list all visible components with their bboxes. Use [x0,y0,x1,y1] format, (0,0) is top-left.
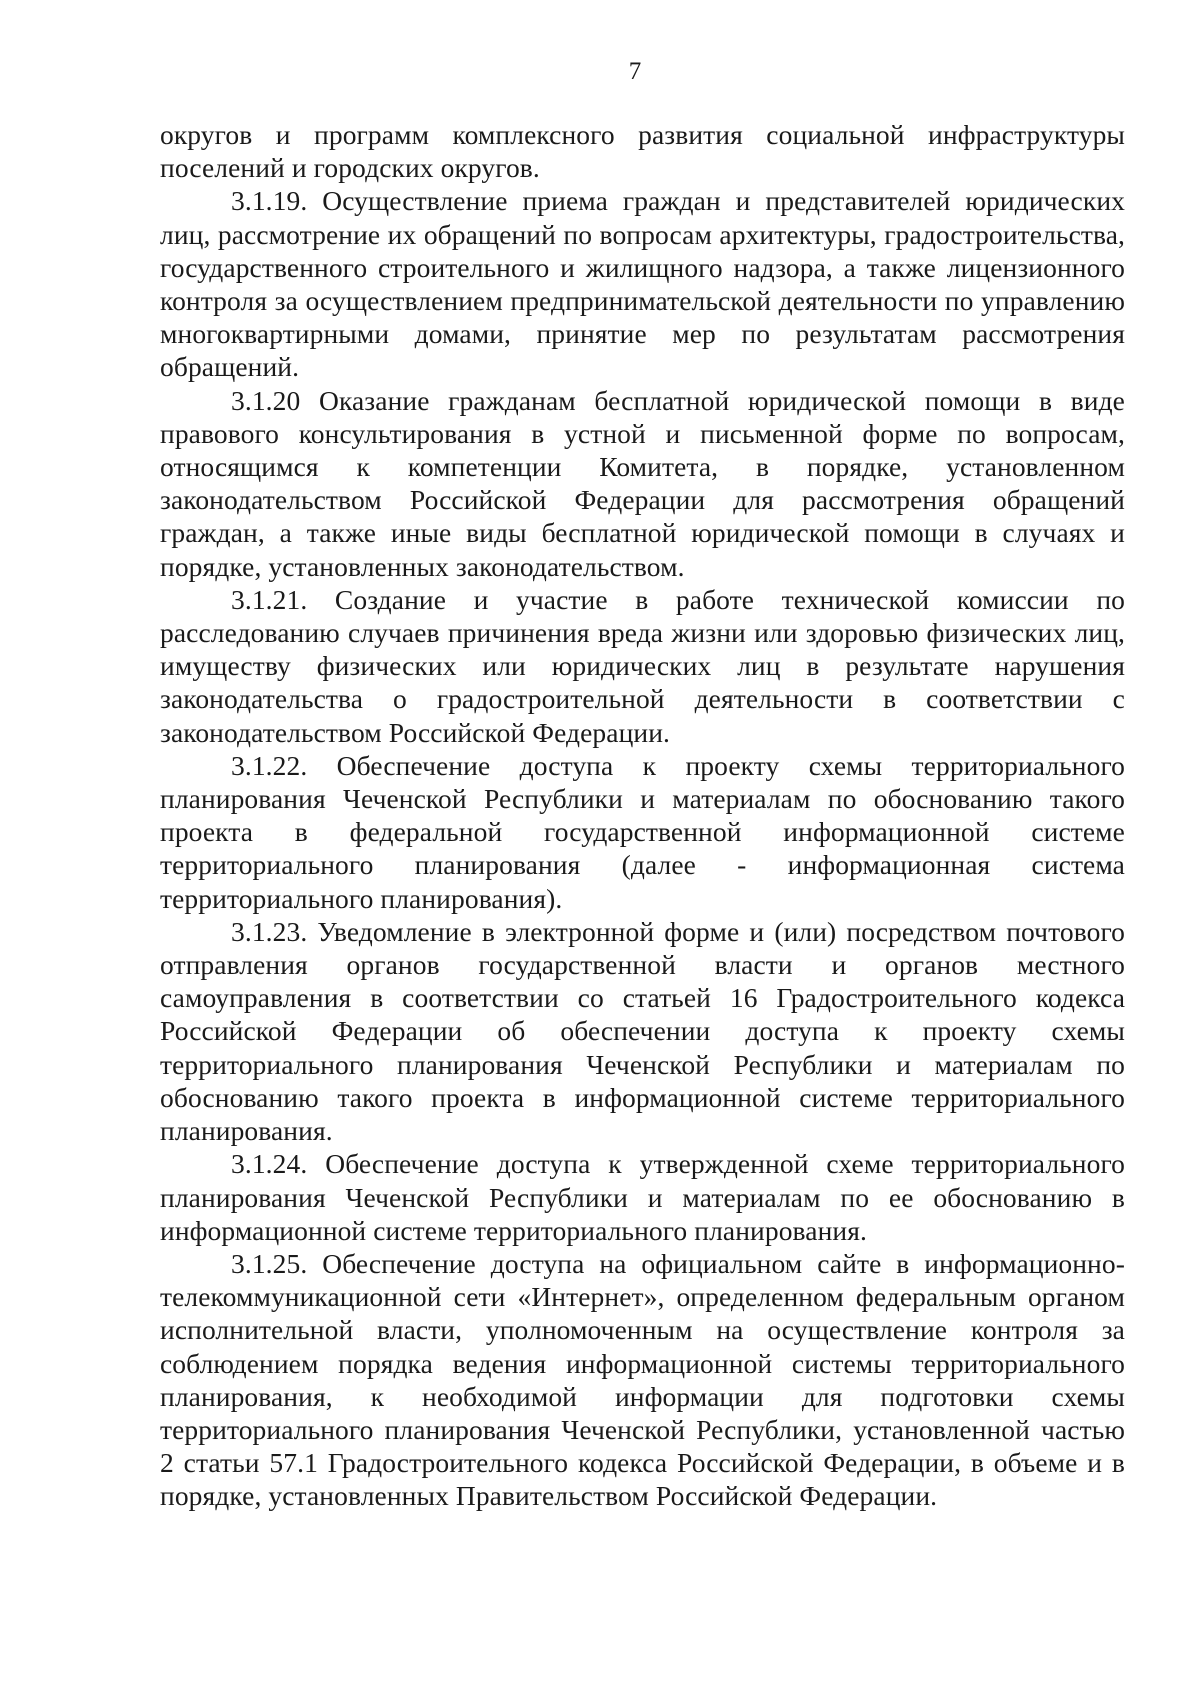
paragraph-continuation: округов и программ комплексного развития социальной инфраструктуры поселений и городских округов. [160,119,1125,184]
paragraph-3-1-20: 3.1.20 Оказание гражданам бесплатной юридической помощи в виде правового консультирования в устной и письменной форме по вопросам, относящимся к компетенции Комитета, в порядке, установленном законодательством Российской Федерации для рассмотрения обращений граждан, а также иные виды бесплатной юридической помощи в случаях и порядке, установленных законодательством. [160,384,1125,582]
paragraph-3-1-23: 3.1.23. Уведомление в электронной форме и (или) посредством почтового отправления органов государственной власти и органов местного самоуправления в соответствии со статьей 16 Градостроительного кодекса Российской Федерации об обеспечении доступа к проекту схемы территориального планирования Чеченской Республики и материалам по обоснованию такого проекта в информационной системе территориального планирования. [160,915,1125,1147]
paragraph-3-1-21: 3.1.21. Создание и участие в работе технической комиссии по расследованию случаев причинения вреда жизни или здоровью физических лиц, имуществу физических или юридических лиц в результате нарушения законодательства о градостроительной деятельности в соответствии с законодательством Российской Федерации. [160,583,1125,748]
paragraph-3-1-22: 3.1.22. Обеспечение доступа к проекту схемы территориального планирования Чеченской Республики и материалам по обоснованию такого проекта в федеральной государственной информационной системе территориального планирования (далее - информационная система территориального планирования). [160,749,1125,914]
paragraph-3-1-19: 3.1.19. Осуществление приема граждан и представителей юридических лиц, рассмотрение их обращений по вопросам архитектуры, градостроительства, государственного строительного и жилищного надзора, а также лицензионного контроля за осуществлением предпринимательской деятельности по управлению многоквартирными домами, принятие мер по результатам рассмотрения обращений. [160,185,1125,383]
page-number: 7 [628,58,642,85]
document-body [160,118,1125,1513]
paragraph-3-1-25: 3.1.25. Обеспечение доступа на официальном сайте в информационно-телекоммуникационной сети «Интернет», определенном федеральным органом исполнительной власти, уполномоченным на осуществление контроля за соблюдением порядка ведения информационной системы территориального планирования, к необходимой информации для подготовки схемы территориального планирования Чеченской Республики, установленной частью 2 статьи 57.1 Градостроительного кодекса Российской Федерации, в объеме и в порядке, установленных Правительством Российской Федерации. [160,1247,1125,1512]
paragraph-3-1-24: 3.1.24. Обеспечение доступа к утвержденной схеме территориального планирования Чеченской Республики и материалам по ее обоснованию в информационной системе территориального планирования. [160,1148,1125,1246]
